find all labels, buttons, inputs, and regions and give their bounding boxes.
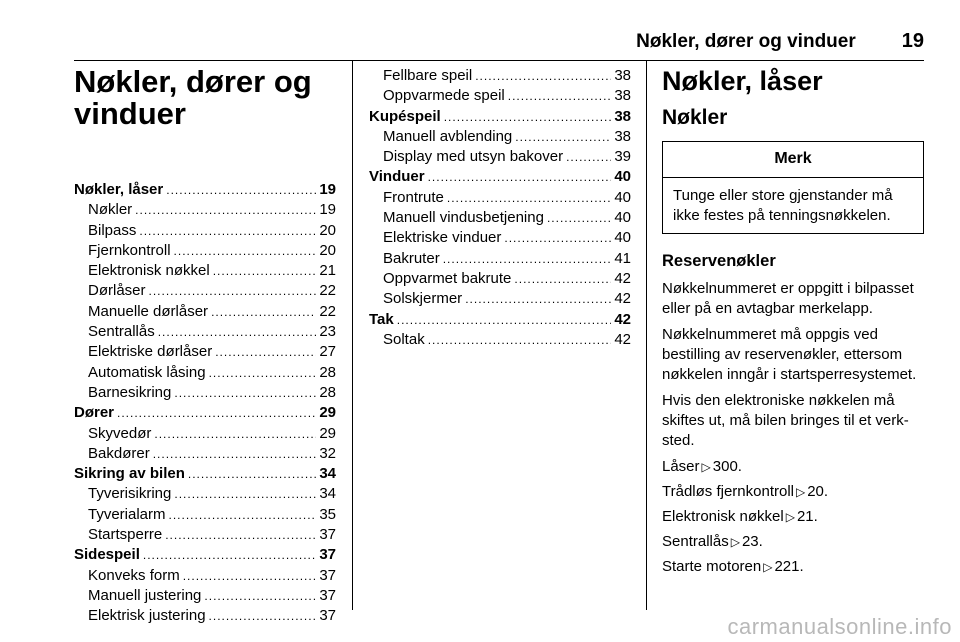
toc-leader-dots bbox=[213, 261, 317, 281]
toc-entry-page: 37 bbox=[319, 526, 336, 544]
toc-entry-label: Manuell avblending bbox=[383, 127, 513, 145]
toc-entry[interactable] bbox=[74, 221, 336, 241]
toc-entry-page: 42 bbox=[614, 269, 631, 287]
toc-entry[interactable] bbox=[369, 249, 631, 269]
toc-leader-dots bbox=[174, 484, 316, 504]
toc-entry-page: 19 bbox=[319, 181, 336, 198]
toc-leader-dots bbox=[149, 281, 317, 301]
toc-leader-dots bbox=[209, 606, 317, 626]
toc-entry[interactable] bbox=[74, 241, 336, 261]
reference-page: 21. bbox=[796, 508, 818, 525]
toc-entry[interactable] bbox=[74, 322, 336, 342]
toc-entry[interactable] bbox=[74, 281, 336, 301]
toc-entry[interactable] bbox=[369, 330, 631, 350]
toc-entry-page: 42 bbox=[614, 310, 631, 328]
toc-leader-dots bbox=[143, 545, 316, 565]
toc-section-entry[interactable] bbox=[369, 310, 631, 330]
toc-entry-label: Sikring av bilen bbox=[74, 465, 185, 483]
note-text: Tunge eller store gjenstander må ikke festes på tenningsnøkkelen. bbox=[673, 187, 893, 224]
running-header bbox=[636, 30, 924, 58]
chapter-title bbox=[74, 66, 336, 130]
toc-entry-label: Fellbare speil bbox=[383, 67, 473, 84]
toc-entry-page: 20 bbox=[319, 241, 336, 259]
toc-entry-label: Dørlåser bbox=[88, 282, 146, 300]
toc-entry-label: Elektronisk nøkkel bbox=[88, 262, 210, 280]
toc-leader-dots bbox=[135, 200, 316, 220]
toc-leader-dots bbox=[547, 208, 611, 228]
toc-entry-label: Oppvarmet bakrute bbox=[383, 269, 512, 287]
toc-entry[interactable] bbox=[74, 505, 336, 525]
reference-list bbox=[662, 457, 924, 577]
toc-section-entry[interactable] bbox=[74, 464, 336, 484]
reference-page: 20. bbox=[807, 483, 829, 500]
toc-entry-label: Tyverisikring bbox=[88, 485, 172, 503]
toc-leader-dots bbox=[209, 363, 317, 383]
reference-label: Låser bbox=[662, 458, 700, 475]
reference-label: Trådløs fjernkontroll bbox=[662, 483, 794, 500]
section-title: Nøkler, låser bbox=[662, 66, 823, 96]
paragraph: Nøkkelnummeret er oppgitt i bilpasset eller på en avtagbar merkelapp. bbox=[662, 280, 914, 317]
toc-entry[interactable] bbox=[369, 228, 631, 248]
toc-entry[interactable] bbox=[74, 484, 336, 504]
toc-entry-page: 35 bbox=[319, 505, 336, 523]
content-column bbox=[662, 66, 924, 582]
toc-leader-dots bbox=[166, 180, 316, 200]
toc-leader-dots bbox=[428, 167, 612, 187]
paragraph: Nøkkelnummeret må oppgis ved bestilling av reservenøkler, ettersom nøkkelen inngår i startsperresystemet. bbox=[662, 326, 917, 383]
toc-leader-dots bbox=[117, 403, 316, 423]
toc-section-entry[interactable] bbox=[74, 545, 336, 565]
toc-leader-dots bbox=[465, 289, 611, 309]
toc-leader-dots bbox=[211, 302, 316, 322]
toc-entry-label: Manuelle dørlåser bbox=[88, 302, 209, 320]
toc-entry[interactable] bbox=[74, 525, 336, 545]
toc-entry[interactable] bbox=[74, 383, 336, 403]
toc-entry-page: 34 bbox=[319, 485, 336, 503]
chapter-title-line-1: Nøkler, dører og bbox=[74, 64, 312, 99]
toc-entry[interactable] bbox=[369, 208, 631, 228]
toc-entry-page: 38 bbox=[614, 107, 631, 125]
toc-entry-label: Manuell justering bbox=[88, 586, 202, 604]
toc-entry-page: 40 bbox=[614, 188, 631, 206]
cross-reference[interactable] bbox=[662, 532, 924, 552]
reference-label: Starte motoren bbox=[662, 558, 762, 575]
toc-entry-page: 19 bbox=[319, 201, 336, 219]
toc-entry-label: Manuell vindusbetjening bbox=[383, 209, 544, 227]
toc-entry[interactable] bbox=[74, 363, 336, 383]
toc-entry-page: 27 bbox=[319, 343, 336, 361]
toc-entry-page: 28 bbox=[319, 383, 336, 401]
toc-entry[interactable] bbox=[74, 586, 336, 606]
toc-entry-label: Tak bbox=[369, 310, 394, 328]
toc-leader-dots bbox=[174, 241, 317, 261]
toc-entry-page: 40 bbox=[614, 229, 631, 247]
toc-leader-dots bbox=[204, 586, 316, 606]
toc-leader-dots bbox=[139, 221, 316, 241]
toc-entry-label: Elektriske dørlåser bbox=[88, 343, 213, 361]
toc-entry-label: Display med utsyn bakover bbox=[383, 148, 564, 166]
toc-leader-dots bbox=[183, 566, 317, 586]
reference-arrow-icon: ▷ bbox=[795, 485, 806, 499]
toc-section-entry[interactable] bbox=[369, 107, 631, 127]
toc-entry-label: Sentrallås bbox=[88, 323, 155, 341]
toc-list bbox=[74, 180, 336, 627]
reference-arrow-icon: ▷ bbox=[701, 460, 711, 474]
toc-entry[interactable] bbox=[74, 261, 336, 281]
toc-entry[interactable] bbox=[369, 66, 631, 86]
toc-leader-dots bbox=[443, 249, 612, 269]
toc-entry-label: Tyverialarm bbox=[88, 505, 166, 523]
toc-entry-page: 32 bbox=[319, 444, 336, 462]
header-rule bbox=[74, 60, 924, 61]
toc-entry-page: 39 bbox=[614, 148, 631, 166]
note-heading: Merk bbox=[663, 142, 923, 178]
toc-entry-label: Bakruter bbox=[383, 249, 440, 267]
minor-title: Reservenøkler bbox=[662, 252, 776, 270]
cross-reference[interactable] bbox=[662, 457, 924, 477]
toc-entry-page: 38 bbox=[614, 87, 631, 105]
toc-leader-dots bbox=[158, 322, 317, 342]
toc-entry[interactable] bbox=[74, 566, 336, 586]
toc-leader-dots bbox=[397, 310, 612, 330]
toc-leader-dots bbox=[508, 86, 612, 106]
toc-section-entry[interactable] bbox=[74, 403, 336, 423]
toc-entry-label: Kupéspeil bbox=[369, 107, 441, 125]
toc-entry-label: Konveks form bbox=[88, 566, 180, 584]
toc-entry-page: 28 bbox=[319, 363, 336, 381]
reference-label: Sentrallås bbox=[662, 533, 729, 550]
toc-leader-dots bbox=[188, 464, 316, 484]
toc-entry-label: Fjernkontroll bbox=[88, 241, 171, 259]
toc-entry[interactable] bbox=[369, 147, 631, 167]
toc-list bbox=[369, 66, 631, 350]
toc-column-1 bbox=[74, 66, 336, 627]
toc-entry-label: Elektrisk justering bbox=[88, 607, 206, 625]
toc-leader-dots bbox=[504, 228, 611, 248]
toc-entry-label: Nøkler bbox=[88, 201, 133, 219]
toc-section-entry[interactable] bbox=[74, 180, 336, 200]
toc-entry-page: 29 bbox=[319, 424, 336, 442]
toc-entry-label: Oppvarmede speil bbox=[383, 87, 505, 105]
toc-leader-dots bbox=[174, 383, 316, 403]
toc-entry[interactable] bbox=[74, 424, 336, 444]
column-divider-2 bbox=[646, 61, 647, 610]
toc-entry-page: 37 bbox=[319, 607, 336, 625]
reference-arrow-icon: ▷ bbox=[730, 535, 740, 549]
reference-arrow-icon: ▷ bbox=[785, 510, 795, 524]
toc-entry-page: 34 bbox=[319, 465, 336, 483]
toc-entry-page: 22 bbox=[319, 282, 336, 300]
toc-entry-page: 42 bbox=[614, 290, 631, 308]
toc-entry-page: 37 bbox=[319, 546, 336, 564]
toc-leader-dots bbox=[514, 269, 611, 289]
toc-entry[interactable] bbox=[74, 302, 336, 322]
toc-entry[interactable] bbox=[74, 444, 336, 464]
toc-entry-label: Frontrute bbox=[383, 188, 444, 206]
toc-leader-dots bbox=[215, 342, 316, 362]
watermark: carmanualsonline.info bbox=[727, 614, 952, 639]
toc-entry-page: 21 bbox=[319, 262, 336, 280]
reference-page: 300. bbox=[712, 458, 742, 475]
toc-leader-dots bbox=[428, 330, 612, 350]
toc-entry-label: Nøkler, låser bbox=[74, 181, 164, 198]
cross-reference[interactable] bbox=[662, 482, 924, 502]
paragraph: Hvis den elektroniske nøkkelen må skiftes ut, må bilen bringes til et verksted. bbox=[662, 392, 909, 449]
toc-entry-page: 41 bbox=[614, 249, 631, 267]
toc-entry-page: 29 bbox=[319, 404, 336, 422]
toc-entry-label: Bilpass bbox=[88, 221, 137, 239]
toc-entry-page: 40 bbox=[614, 168, 631, 186]
toc-entry-label: Solskjermer bbox=[383, 290, 463, 308]
toc-leader-dots bbox=[475, 66, 611, 86]
toc-entry-page: 38 bbox=[614, 67, 631, 84]
toc-leader-dots bbox=[444, 107, 612, 127]
toc-entry-label: Bakdører bbox=[88, 444, 150, 462]
toc-entry-label: Automatisk låsing bbox=[88, 363, 206, 381]
toc-entry[interactable] bbox=[74, 200, 336, 220]
toc-entry-page: 38 bbox=[614, 127, 631, 145]
toc-section-entry[interactable] bbox=[369, 167, 631, 187]
page-number: 19 bbox=[901, 30, 924, 52]
toc-leader-dots bbox=[515, 127, 611, 147]
subsection-title: Nøkler bbox=[662, 106, 728, 129]
toc-entry[interactable] bbox=[369, 289, 631, 309]
note-box bbox=[662, 141, 924, 234]
toc-entry-page: 20 bbox=[319, 221, 336, 239]
column-divider-1 bbox=[352, 61, 353, 610]
toc-leader-dots bbox=[447, 188, 611, 208]
cross-reference[interactable] bbox=[662, 557, 924, 577]
reference-arrow-icon: ▷ bbox=[763, 560, 773, 574]
reference-label: Elektronisk nøkkel bbox=[662, 508, 784, 525]
chapter-title-line-2: vinduer bbox=[74, 96, 186, 131]
toc-entry-label: Elektriske vinduer bbox=[383, 229, 502, 247]
toc-entry-label: Startsperre bbox=[88, 526, 163, 544]
toc-entry[interactable] bbox=[369, 86, 631, 106]
toc-entry-page: 42 bbox=[614, 330, 631, 348]
toc-entry-page: 22 bbox=[319, 302, 336, 320]
reference-page: 23. bbox=[741, 533, 763, 550]
toc-entry-label: Soltak bbox=[383, 330, 425, 348]
reference-page: 221. bbox=[774, 558, 804, 575]
toc-leader-dots bbox=[566, 147, 611, 167]
toc-entry-page: 40 bbox=[614, 209, 631, 227]
toc-entry[interactable] bbox=[74, 342, 336, 362]
toc-leader-dots bbox=[153, 444, 317, 464]
toc-entry[interactable] bbox=[369, 127, 631, 147]
toc-entry-page: 37 bbox=[319, 586, 336, 604]
toc-leader-dots bbox=[165, 525, 316, 545]
toc-entry-label: Sidespeil bbox=[74, 546, 140, 564]
toc-leader-dots bbox=[154, 424, 316, 444]
toc-entry-label: Barnesikring bbox=[88, 383, 172, 401]
header-title: Nøkler, dører og vinduer bbox=[636, 31, 856, 52]
toc-entry[interactable] bbox=[369, 188, 631, 208]
toc-leader-dots bbox=[169, 505, 317, 525]
toc-entry-label: Dører bbox=[74, 404, 115, 422]
toc-entry-label: Skyvedør bbox=[88, 424, 152, 442]
toc-entry-label: Vinduer bbox=[369, 168, 425, 186]
toc-column-2 bbox=[369, 66, 631, 350]
toc-entry[interactable] bbox=[369, 269, 631, 289]
toc-entry[interactable] bbox=[74, 606, 336, 626]
toc-entry-page: 23 bbox=[319, 323, 336, 341]
toc-entry-page: 37 bbox=[319, 566, 336, 584]
cross-reference[interactable] bbox=[662, 507, 924, 527]
